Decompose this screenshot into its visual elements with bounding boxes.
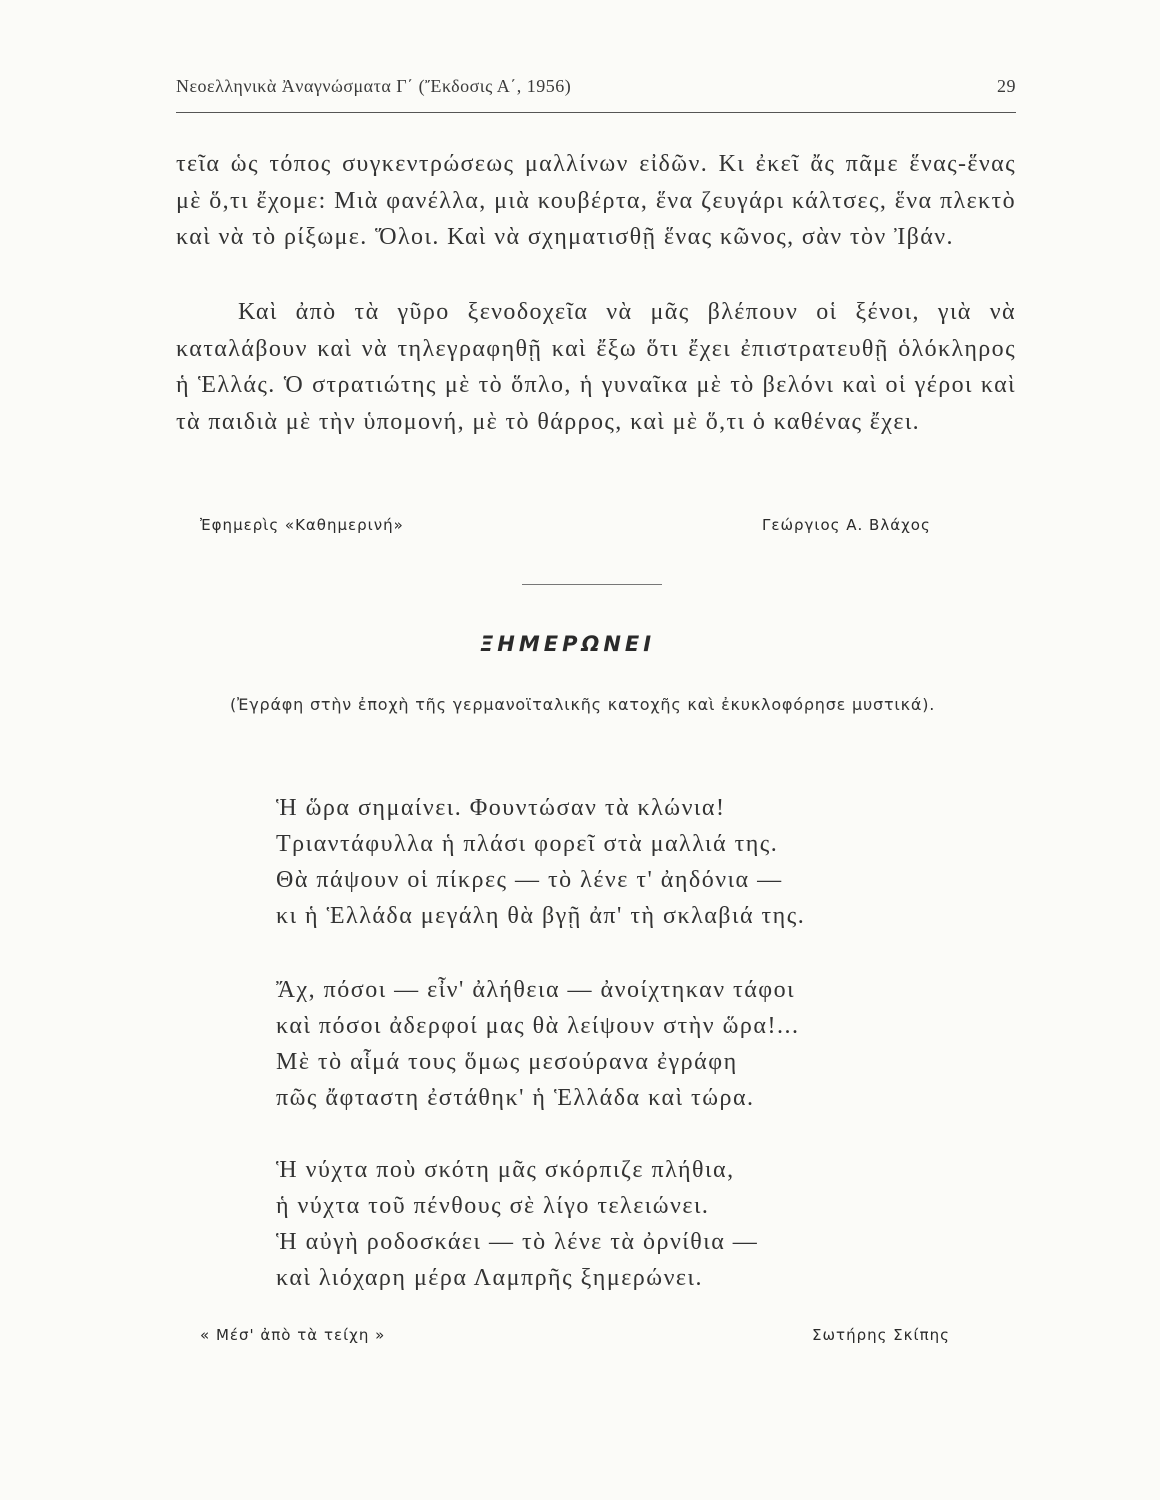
book-title: Νεοελληνικὰ Ἀναγνώσματα Γ΄ (Ἔκδοσις Α΄, 1956) bbox=[176, 76, 572, 96]
poem-line: καὶ πόσοι ἀδερφοί μας θὰ λείψουν στὴν ὥρα!... bbox=[276, 1013, 800, 1039]
poem-line: κι ἡ Ἑλλάδα μεγάλη θὰ βγῇ ἀπ' τὴ σκλαβιά της. bbox=[276, 903, 806, 929]
author-attribution: Γεώργιος Α. Βλάχος bbox=[762, 516, 931, 534]
poem-line: Μὲ τὸ αἷμά τους ὅμως μεσούρανα ἐγράφη bbox=[276, 1049, 738, 1075]
running-header bbox=[176, 76, 1016, 106]
poem-line: Ἡ ὥρα σημαίνει. Φουντώσαν τὰ κλώνια! bbox=[276, 795, 726, 821]
poem-source-attribution: « Μέσ' ἀπὸ τὰ τείχη » bbox=[200, 1326, 386, 1344]
poem-note: (Ἐγράφη στὴν ἐποχὴ τῆς γερμανοϊταλικῆς κατοχῆς καὶ ἐκυκλοφόρησε μυστικά). bbox=[230, 695, 936, 714]
poem-line: Τριαντάφυλλα ἡ πλάσι φορεῖ στὰ μαλλιά της. bbox=[276, 831, 779, 857]
header-rule bbox=[176, 112, 1016, 113]
poem-title: ΞΗΜΕΡΩΝΕΙ bbox=[480, 632, 656, 656]
poem-line: Ἄχ, πόσοι — εἶν' ἀλήθεια — ἀνοίχτηκαν τάφοι bbox=[276, 977, 796, 1003]
poem-line: καὶ λιόχαρη μέρα Λαμπρῆς ξημερώνει. bbox=[276, 1265, 703, 1291]
poem-line: ἡ νύχτα τοῦ πένθους σὲ λίγο τελειώνει. bbox=[276, 1193, 710, 1219]
prose-paragraph-1: τεῖα ὡς τόπος συγκεντρώσεως μαλλίνων εἰδῶν. Κι ἐκεῖ ἄς πᾶμε ἕνας-ἕνας μὲ ὅ,τι ἔχομε: Μιὰ φανέλλα, μιὰ κουβέρτα, ἕνα ζευγάρι κάλτσες, ἕνα πλεκτὸ καὶ νὰ τὸ ρίξωμε. Ὅλοι. Καὶ νὰ σχηματισθῇ ἕνας κῶνος, σὰν τὸν Ἰβάν. bbox=[176, 151, 1016, 250]
poem-line: πῶς ἄφταστη ἐστάθηκ' ἡ Ἑλλάδα καὶ τώρα. bbox=[276, 1085, 755, 1111]
prose-paragraph-2: Καὶ ἀπὸ τὰ γῦρο ξενοδοχεῖα νὰ μᾶς βλέπουν οἱ ξένοι, γιὰ νὰ καταλάβουν καὶ νὰ τηλεγραφηθῇ καὶ ἔξω ὅτι ἔχει ἐπιστρατευθῇ ὁλόκληρος ἡ Ἑλλάς. Ὁ στρατιώτης μὲ τὸ ὅπλο, ἡ γυναῖκα μὲ τὸ βελόνι καὶ οἱ γέροι καὶ τὰ παιδιὰ μὲ τὴν ὑπομονή, μὲ τὸ θάρρος, καὶ μὲ ὅ,τι ὁ καθένας ἔχει. bbox=[176, 299, 1016, 435]
section-divider bbox=[522, 584, 662, 585]
poem-stanza bbox=[276, 790, 996, 934]
poem-author-attribution: Σωτήρης Σκίπης bbox=[812, 1326, 950, 1344]
poem-stanza bbox=[276, 972, 996, 1116]
page-number: 29 bbox=[997, 76, 1016, 96]
poem-line: Θὰ πάψουν οἱ πίκρες — τὸ λένε τ' ἀηδόνια — bbox=[276, 867, 783, 893]
poem-line: Ἡ αὐγὴ ροδοσκάει — τὸ λένε τὰ ὀρνίθια — bbox=[276, 1229, 759, 1255]
poem-line: Ἡ νύχτα ποὺ σκότη μᾶς σκόρπιζε πλήθια, bbox=[276, 1157, 735, 1183]
source-attribution: Ἐφημερὶς «Καθημερινή» bbox=[200, 516, 404, 534]
poem-stanza bbox=[276, 1152, 996, 1296]
